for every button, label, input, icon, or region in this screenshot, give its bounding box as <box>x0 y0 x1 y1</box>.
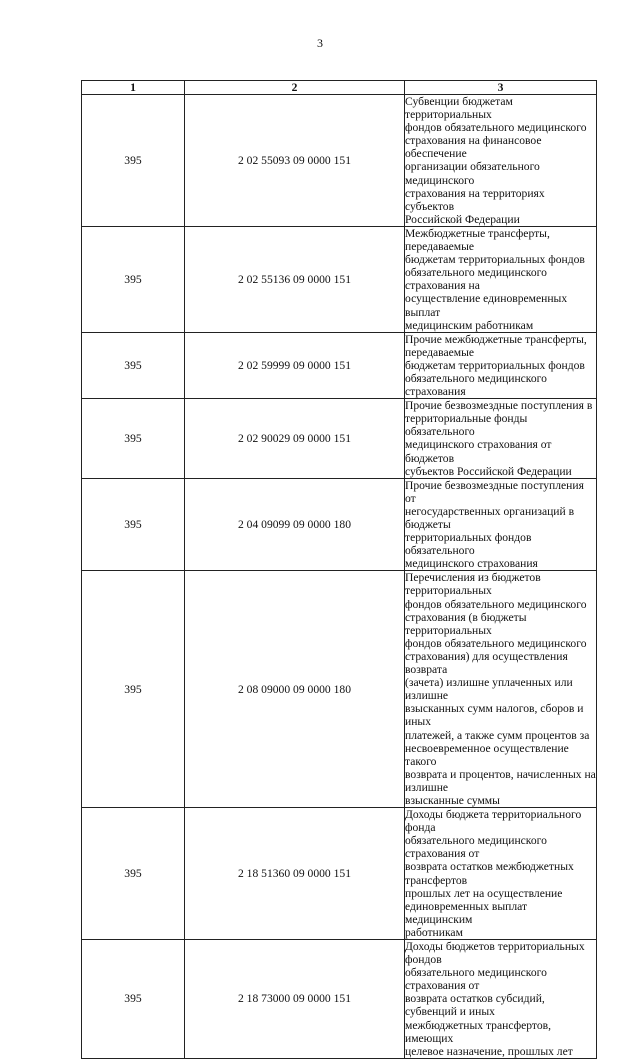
budget-classification-code-cell: 2 02 59999 09 0000 151 <box>185 332 405 398</box>
table-row <box>82 571 597 808</box>
income-description-cell: Перечисления из бюджетов территориальных фондов обязательного медицинского страхования (в бюджеты территориальных фондов обязательного медицинского страхования) для осуществления возврата (зачета) излишне уплаченных или излишне взысканных сумм налогов, сборов и иных платежей, а также сумм процентов за несвоевременное осуществление такого возврата и процентов, начисленных на излишне взысканные суммы <box>405 571 596 807</box>
admin-code-cell: 395 <box>82 478 185 571</box>
income-description-cell: Субвенции бюджетам территориальных фондов обязательного медицинского страхования на финансовое обеспечение организации обязательного медицинского страхования на территориях субъектов Российской Федерации <box>405 95 597 227</box>
table-row <box>82 226 597 332</box>
budget-classification-code-cell: 2 08 09000 09 0000 180 <box>185 571 405 808</box>
column-header-3: 3 <box>405 81 597 95</box>
page-number: 3 <box>317 36 323 50</box>
table-row <box>82 95 597 227</box>
table-row <box>82 940 597 1059</box>
income-description-cell: Прочие межбюджетные трансферты, передаваемые бюджетам территориальных фондов обязательного медицинского страхования <box>405 332 597 398</box>
revenue-codes-table <box>81 80 597 1059</box>
budget-classification-code-cell: 2 02 55136 09 0000 151 <box>185 226 405 332</box>
admin-code-cell: 395 <box>82 940 185 1059</box>
table-header-row <box>82 81 597 95</box>
column-header-1: 1 <box>82 81 185 95</box>
budget-classification-code-cell: 2 02 90029 09 0000 151 <box>185 399 405 479</box>
budget-classification-code-cell: 2 18 73000 09 0000 151 <box>185 940 405 1059</box>
admin-code-cell: 395 <box>82 226 185 332</box>
admin-code-cell: 395 <box>82 332 185 398</box>
table-row <box>82 808 597 940</box>
column-header-2: 2 <box>185 81 405 95</box>
budget-classification-code-cell: 2 04 09099 09 0000 180 <box>185 478 405 571</box>
budget-classification-code-cell: 2 02 55093 09 0000 151 <box>185 95 405 227</box>
admin-code-cell: 395 <box>82 571 185 808</box>
table-row <box>82 399 597 479</box>
table-row <box>82 478 597 571</box>
income-description-cell: Межбюджетные трансферты, передаваемые бюджетам территориальных фондов обязательного медицинского страхования на осуществление единовременных выплат медицинским работникам <box>405 226 597 332</box>
table-row <box>82 332 597 398</box>
budget-classification-code-cell: 2 18 51360 09 0000 151 <box>185 808 405 940</box>
income-description-cell: Прочие безвозмездные поступления в территориальные фонды обязательного медицинского страхования от бюджетов субъектов Российской Федерации <box>405 399 597 479</box>
income-description-cell: Доходы бюджета территориального фонда обязательного медицинского страхования от возврата остатков межбюджетных трансфертов прошлых лет на осуществление единовременных выплат медицинским работникам <box>405 808 597 940</box>
income-description-cell: Прочие безвозмездные поступления от негосударственных организаций в бюджеты территориальных фондов обязательного медицинского страхования <box>405 478 597 571</box>
admin-code-cell: 395 <box>82 808 185 940</box>
admin-code-cell: 395 <box>82 399 185 479</box>
income-description-cell: Доходы бюджетов территориальных фондов обязательного медицинского страхования от возврата остатков субсидий, субвенций и иных межбюджетных трансфертов, имеющих целевое назначение, прошлых лет <box>405 940 597 1059</box>
admin-code-cell: 395 <box>82 95 185 227</box>
